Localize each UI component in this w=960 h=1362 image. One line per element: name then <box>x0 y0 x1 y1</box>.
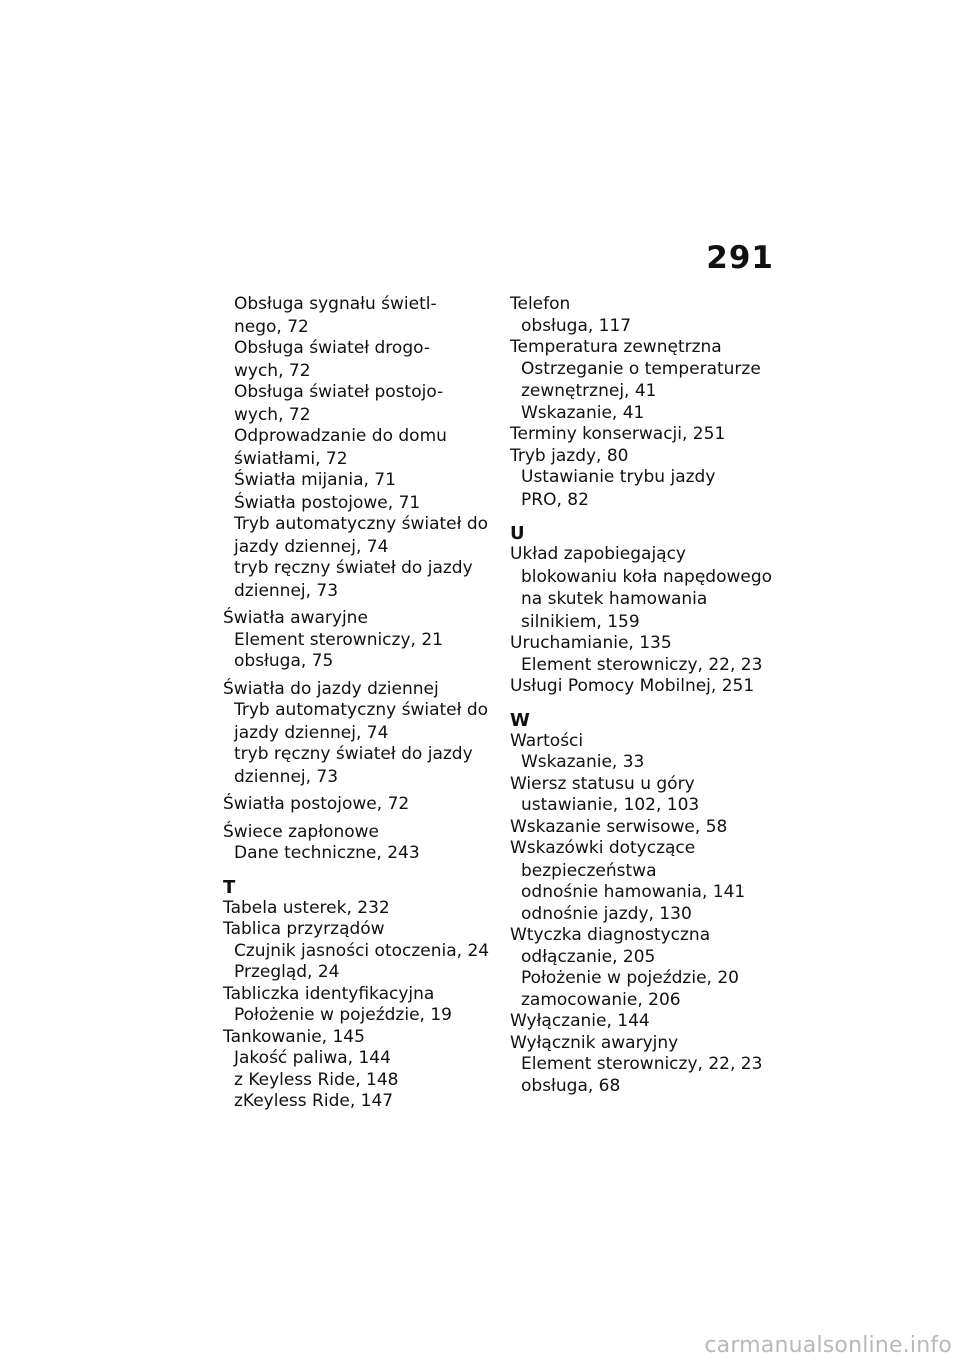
index-subentry: Jakość paliwa, 144 <box>234 1048 391 1068</box>
index-entry: Telefon <box>510 294 571 314</box>
index-subentry: Ustawianie trybu jazdy <box>521 467 716 487</box>
index-subentry: na skutek hamowania <box>521 589 708 609</box>
index-subentry: zewnętrznej, 41 <box>521 381 657 401</box>
index-subentry: z Keyless Ride, 148 <box>234 1069 399 1090</box>
index-subentry: Element sterowniczy, 21 <box>234 629 443 650</box>
page-number: 291 <box>706 240 774 276</box>
index-subentry: światłami, 72 <box>234 448 348 469</box>
index-entry: Wskazówki dotyczące <box>510 838 696 858</box>
index-subentry: Tryb automatyczny świateł do <box>234 514 489 534</box>
index-subentry: bezpieczeństwa <box>521 860 657 881</box>
index-subentry: odnośnie jazdy, 130 <box>521 903 692 924</box>
index-subentry: Położenie w pojeździe, 20 <box>521 968 739 988</box>
index-subentry: wych, 72 <box>234 404 311 425</box>
index-subentry: Tryb automatyczny świateł do <box>234 700 489 720</box>
index-subentry: tryb ręczny świateł do jazdy <box>234 744 473 764</box>
index-subentry: Światła mijania, 71 <box>234 470 396 490</box>
index-entry: Wtyczka diagnostyczna <box>510 925 711 945</box>
index-column-left <box>223 294 495 1113</box>
index-entry: Tabliczka identyfikacyjna <box>223 983 435 1004</box>
section-letter: T <box>223 876 236 898</box>
index-subentry: odnośnie hamowania, 141 <box>521 882 746 902</box>
index-subentry: dziennej, 73 <box>234 580 339 601</box>
index-subentry: ustawianie, 102, 103 <box>521 795 700 815</box>
index-entry: Tablica przyrządów <box>223 919 385 939</box>
index-entry: Usługi Pomocy Mobilnej, 251 <box>510 676 755 696</box>
index-subentry: obsługa, 117 <box>521 315 632 336</box>
index-entry: Wyłącznik awaryjny <box>510 1032 679 1053</box>
index-subentry: obsługa, 68 <box>521 1075 621 1096</box>
index-entry: Układ zapobiegający <box>510 544 686 564</box>
index-entry: Tankowanie, 145 <box>223 1026 365 1047</box>
index-entry: Temperatura zewnętrzna <box>510 337 722 357</box>
index-subentry: Dane techniczne, 243 <box>234 843 420 863</box>
index-entry: Światła do jazdy dziennej <box>223 678 439 699</box>
index-subentry: Element sterowniczy, 22, 23 <box>521 1054 763 1074</box>
index-entry: Terminy konserwacji, 251 <box>510 424 726 444</box>
index-subentry: wych, 72 <box>234 360 311 381</box>
index-subentry: Przegląd, 24 <box>234 962 340 982</box>
index-entry: Wiersz statusu u góry <box>510 773 695 794</box>
index-subentry: Odprowadzanie do domu <box>234 426 447 446</box>
index-entry: Wyłączanie, 144 <box>510 1011 650 1031</box>
index-subentry: dziennej, 73 <box>234 766 339 787</box>
index-entry: Światła postojowe, 72 <box>223 794 410 814</box>
index-subentry: zKeyless Ride, 147 <box>234 1091 394 1111</box>
index-entry: Tabela usterek, 232 <box>223 897 390 918</box>
index-subentry: obsługa, 75 <box>234 651 334 671</box>
index-subentry: tryb ręczny świateł do jazdy <box>234 558 473 578</box>
index-subentry: blokowaniu koła napędowego <box>521 566 773 587</box>
index-entry: Wskazanie serwisowe, 58 <box>510 816 728 837</box>
index-entry: Wartości <box>510 730 584 751</box>
index-entry: Uruchamianie, 135 <box>510 633 672 653</box>
index-entry: Świece zapłonowe <box>223 821 379 842</box>
index-subentry: Światła postojowe, 71 <box>234 492 421 513</box>
index-subentry: Obsługa świateł drogo- <box>234 338 430 358</box>
index-entry: Światła awaryjne <box>223 608 368 628</box>
index-subentry: Ostrzeganie o temperaturze <box>521 358 761 379</box>
index-subentry: odłączanie, 205 <box>521 946 656 967</box>
index-subentry: jazdy dziennej, 74 <box>234 536 389 557</box>
section-letter: U <box>510 523 525 544</box>
index-subentry: Element sterowniczy, 22, 23 <box>521 654 763 675</box>
index-entry: Tryb jazdy, 80 <box>510 445 629 466</box>
index-subentry: Wskazanie, 33 <box>521 752 645 772</box>
index-subentry: Czujnik jasności otoczenia, 24 <box>234 940 490 961</box>
index-subentry: Położenie w pojeździe, 19 <box>234 1005 452 1025</box>
index-subentry: Obsługa sygnału świetl- <box>234 294 437 314</box>
watermark-text: carmanualsonline.info <box>704 1333 952 1358</box>
index-column-right <box>510 294 780 1097</box>
index-subentry: silnikiem, 159 <box>521 611 640 632</box>
index-subentry: PRO, 82 <box>521 489 589 510</box>
index-subentry: Wskazanie, 41 <box>521 402 645 423</box>
section-letter: W <box>510 709 530 731</box>
index-subentry: zamocowanie, 206 <box>521 989 681 1010</box>
index-subentry: Obsługa świateł postojo- <box>234 382 444 402</box>
index-subentry: nego, 72 <box>234 316 309 337</box>
index-subentry: jazdy dziennej, 74 <box>234 722 389 743</box>
